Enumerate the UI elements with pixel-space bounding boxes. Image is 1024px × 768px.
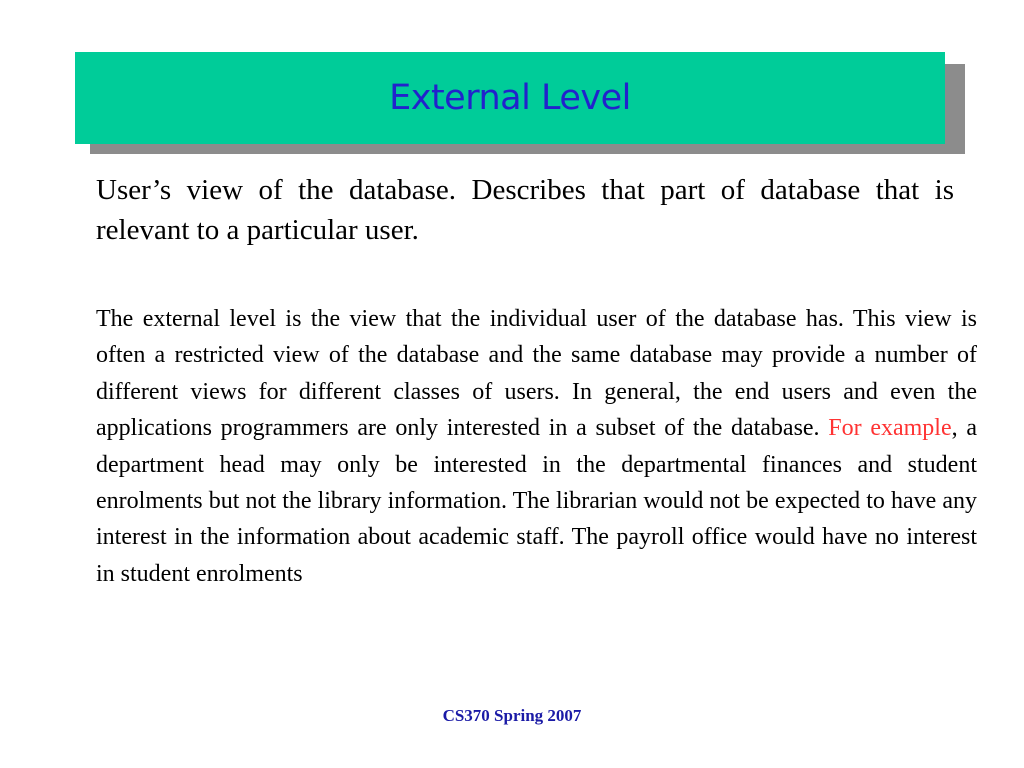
body-text-before: The external level is the view that the individual user of the database has. This view is often a restricted view of the database and the same database may provide a number of different views for different classes of users. In general, the end users and even the applications programmers are only interested in a subset of the database. <box>96 306 977 442</box>
body-paragraph <box>96 301 977 592</box>
slide-title: External Level <box>389 78 631 118</box>
title-banner <box>75 52 945 144</box>
body-text-after: , a department head may only be interested in the departmental finances and student enrolments but not the library information. The librarian would not be expected to have any interest in the information about academic staff. The payroll office would have no interest in student enrolments <box>96 415 978 587</box>
slide-footer: CS370 Spring 2007 <box>442 706 582 725</box>
definition-paragraph: User’s view of the database. Describes that part of database that is relevant to a particular user. <box>96 174 954 246</box>
highlight-text: For example <box>828 415 952 442</box>
